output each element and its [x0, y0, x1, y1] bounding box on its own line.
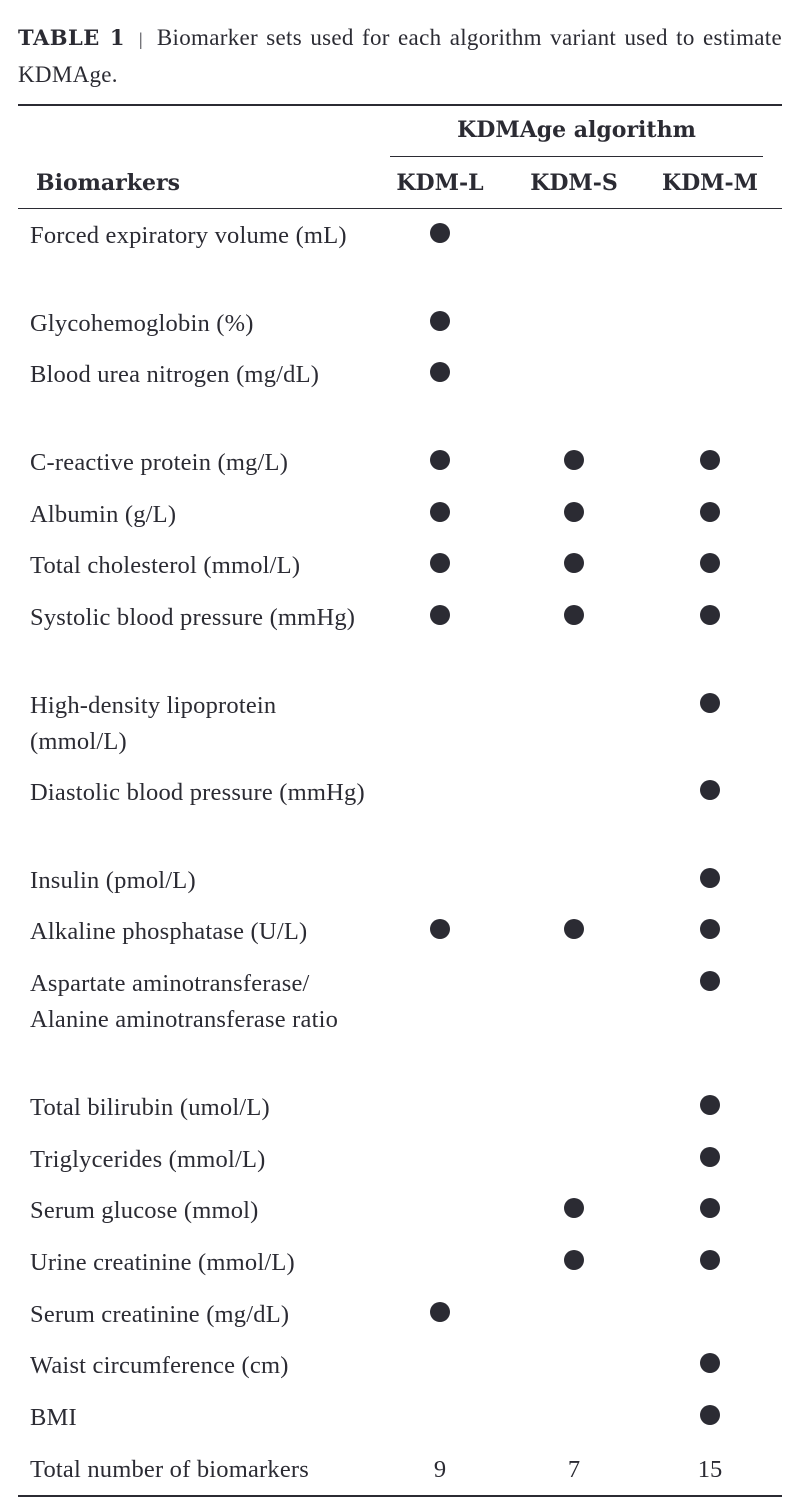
included-dot-kdm-s [564, 502, 584, 522]
biomarker-name: Serum creatinine (mg/dL) [30, 1301, 290, 1328]
included-dot-kdm-m [700, 919, 720, 939]
included-dot-kdm-s [564, 1198, 584, 1218]
biomarker-name: Total cholesterol (mmol/L) [30, 552, 301, 579]
total-kdm-l: 9 [433, 1456, 447, 1483]
biomarker-name: Albumin (g/L) [30, 501, 177, 528]
table-caption [18, 20, 782, 93]
included-dot-kdm-l [430, 223, 450, 243]
column-header-kdm-s: KDM-S [530, 170, 618, 196]
column-header-kdm-l: KDM-L [396, 170, 484, 196]
included-dot-kdm-l [430, 311, 450, 331]
biomarker-name: Waist circumference (cm) [30, 1352, 289, 1379]
included-dot-kdm-s [564, 553, 584, 573]
included-dot-kdm-l [430, 553, 450, 573]
included-dot-kdm-m [700, 1147, 720, 1167]
table-header-rule [18, 208, 782, 209]
biomarker-name: Insulin (pmol/L) [30, 867, 196, 894]
column-header-kdm-m: KDM-M [661, 170, 759, 196]
biomarker-name: Urine creatinine (mmol/L) [30, 1249, 295, 1276]
included-dot-kdm-l [430, 502, 450, 522]
column-header-biomarkers: Biomarkers [36, 170, 180, 196]
included-dot-kdm-m [700, 1250, 720, 1270]
total-kdm-s: 7 [567, 1456, 581, 1483]
biomarker-name: Total bilirubin (umol/L) [30, 1094, 270, 1121]
included-dot-kdm-m [700, 971, 720, 991]
included-dot-kdm-s [564, 1250, 584, 1270]
included-dot-kdm-m [700, 450, 720, 470]
included-dot-kdm-l [430, 1302, 450, 1322]
biomarker-name: BMI [30, 1404, 77, 1431]
included-dot-kdm-m [700, 605, 720, 625]
total-row-label: Total number of biomarkers [30, 1456, 310, 1483]
included-dot-kdm-m [700, 1095, 720, 1115]
included-dot-kdm-m [700, 780, 720, 800]
included-dot-kdm-m [700, 868, 720, 888]
table-top-rule [18, 104, 782, 106]
included-dot-kdm-m [700, 553, 720, 573]
group-header: KDMAge algorithm [457, 117, 696, 143]
included-dot-kdm-m [700, 1198, 720, 1218]
total-kdm-m: 15 [697, 1456, 723, 1483]
included-dot-kdm-m [700, 693, 720, 713]
biomarker-name: Serum glucose (mmol) [30, 1197, 259, 1224]
caption-separator: | [139, 29, 143, 49]
biomarker-name: High-density lipoprotein (mmol/L) [30, 692, 277, 755]
included-dot-kdm-l [430, 605, 450, 625]
included-dot-kdm-m [700, 1405, 720, 1425]
biomarker-name: Diastolic blood pressure (mmHg) [30, 779, 365, 806]
included-dot-kdm-s [564, 605, 584, 625]
biomarker-name: C-reactive protein (mg/L) [30, 449, 289, 476]
included-dot-kdm-m [700, 502, 720, 522]
biomarker-name: Glycohemoglobin (%) [30, 310, 254, 337]
included-dot-kdm-s [564, 919, 584, 939]
table-bottom-rule [18, 1495, 782, 1497]
biomarker-name: Triglycerides (mmol/L) [30, 1146, 266, 1173]
included-dot-kdm-l [430, 362, 450, 382]
biomarker-name: Forced expiratory volume (mL) [30, 222, 347, 249]
included-dot-kdm-l [430, 919, 450, 939]
biomarker-name: Alkaline phosphatase (U/L) [30, 918, 308, 945]
group-header-rule [390, 156, 763, 157]
included-dot-kdm-s [564, 450, 584, 470]
included-dot-kdm-l [430, 450, 450, 470]
table-label: TABLE 1 [18, 25, 125, 50]
biomarker-name: Aspartate aminotransferase/ Alanine aminotransferase ratio [30, 970, 339, 1033]
biomarker-name: Systolic blood pressure (mmHg) [30, 604, 356, 631]
biomarker-name: Blood urea nitrogen (mg/dL) [30, 361, 320, 388]
caption-text: Biomarker sets used for each algorithm variant used to estimate KDMAge. [18, 25, 782, 87]
included-dot-kdm-m [700, 1353, 720, 1373]
